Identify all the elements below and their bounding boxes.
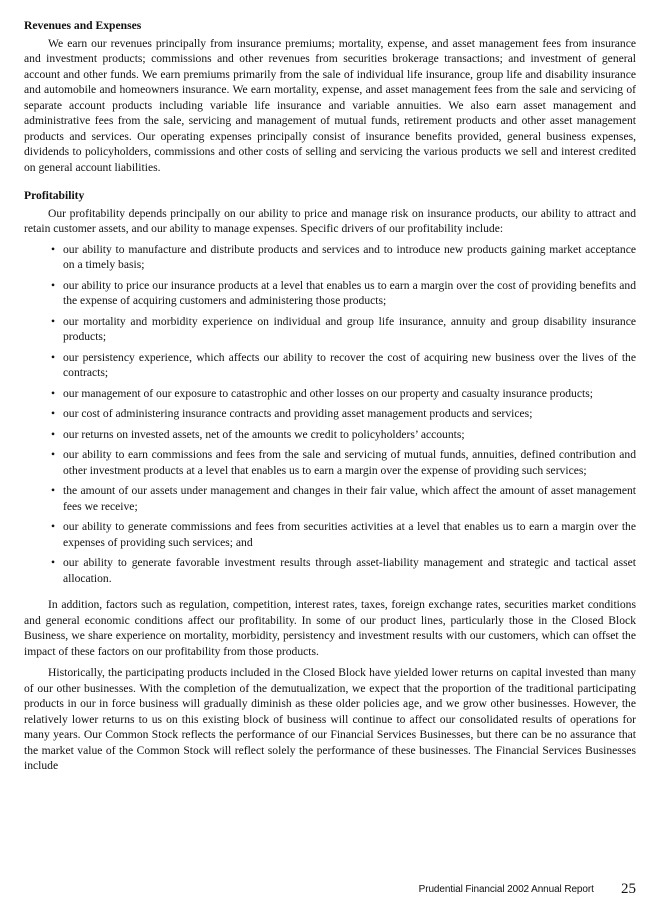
list-item: • the amount of our assets under management and changes in their fair value, which affect the amount of asset management fees we receive; [51,484,636,513]
list-item: • our ability to price our insurance products at a level that enables us to earn a margin over the cost of providing benefits and the expense of acquiring customers and administering those products; [51,278,636,307]
list-item: • our management of our exposure to catastrophic and other losses on our property and casualty insurance products; [51,386,593,400]
profitability-paragraph-closed-block: Historically, the participating products included in the Closed Block have yielded lower returns on capital invested than many of our other businesses. With the completion of the demutualization, we expect that the proportion of the traditional participating products in our in force business will gradually diminish as these older policies age, and we grow other businesses. However, the relatively lower returns to us on this existing block of business will continue to affect our consolidated results of operations for many years. Our Common Stock reflects the performance of our Financial Services Businesses, but there can be no assurance that the market value of the Common Stock will reflect solely the performance of these businesses. The Financial Services Businesses include [24,666,636,772]
profitability-paragraph-factors: In addition, factors such as regulation, competition, interest rates, taxes, foreign exchange rates, securities market conditions and general economic conditions affect our profitability. In some of our product lines, particularly those in the Closed Block Business, we share experience on mortality, morbidity, persistency and investment results with our customers, which can offset the impact of these factors on our profitability from those products. [24,598,636,658]
list-item: • our ability to generate favorable investment results through asset-liability management and strategic and tactical asset allocation. [51,556,636,585]
profitability-drivers-list [24,242,636,587]
list-item: • our persistency experience, which affects our ability to recover the cost of acquiring new business over the lives of the contracts; [51,350,636,379]
bullet-icon: • [51,407,56,420]
bullet-icon: • [51,314,56,328]
bullet-icon: • [51,427,56,441]
list-item: • our cost of administering insurance contracts and providing asset management products and services; [51,407,533,420]
list-item: • our ability to earn commissions and fees from the sale and servicing of mutual funds, annuities, defined contribution and other investment products at a level that enables us to earn a margin over the expense of providing such services; [51,448,636,477]
profitability-intro: Our profitability depends principally on our ability to price and manage risk on insurance products, our ability to attract and retain customer assets, and our ability to manage expenses. Specific drivers of our profitability include: [24,206,636,235]
bullet-icon: • [51,242,56,256]
bullet-icon: • [51,278,56,292]
bullet-icon: • [51,520,56,533]
bullet-icon: • [51,448,56,461]
section-heading-revenues: Revenues and Expenses [24,19,142,32]
bullet-icon: • [51,556,56,569]
bullet-icon: • [51,484,56,497]
page-number: 25 [621,881,636,897]
bullet-icon: • [51,386,56,400]
list-item: • our mortality and morbidity experience on individual and group life insurance, annuity and group disability insurance products; [51,314,636,343]
page-footer [0,882,636,898]
footer-report-title: Prudential Financial 2002 Annual Report [418,884,594,895]
section-heading-profitability: Profitability [24,189,85,202]
revenues-paragraph: We earn our revenues principally from insurance premiums; mortality, expense, and asset management fees from insurance and investment products; commissions and other revenues from securities brokerage transactions; and investment of general account and other funds. We earn premiums primarily from the sale of individual life insurance, group life and disability insurance and automobile and homeowners insurance. We earn mortality, expense, and asset management fees from the sale and servicing of separate account products including variable life insurance and variable annuities. We also earn asset management and administrative fees from the sale, servicing and management of mutual funds, retirement products and other asset management products and services. Our operating expenses principally consist of insurance benefits provided, general business expenses, dividends to policyholders, commissions and other costs of selling and servicing the various products we sell and interest credited on general account liabilities. [24,36,636,174]
bullet-icon: • [51,350,56,364]
list-item: • our ability to manufacture and distribute products and services and to introduce new products gaining market acceptance on a timely basis; [51,242,636,271]
list-item: • our returns on invested assets, net of the amounts we credit to policyholders’ accounts; [51,427,465,441]
list-item: • our ability to generate commissions and fees from securities activities at a level that enables us to earn a margin over the expenses of providing such services; and [51,520,636,549]
